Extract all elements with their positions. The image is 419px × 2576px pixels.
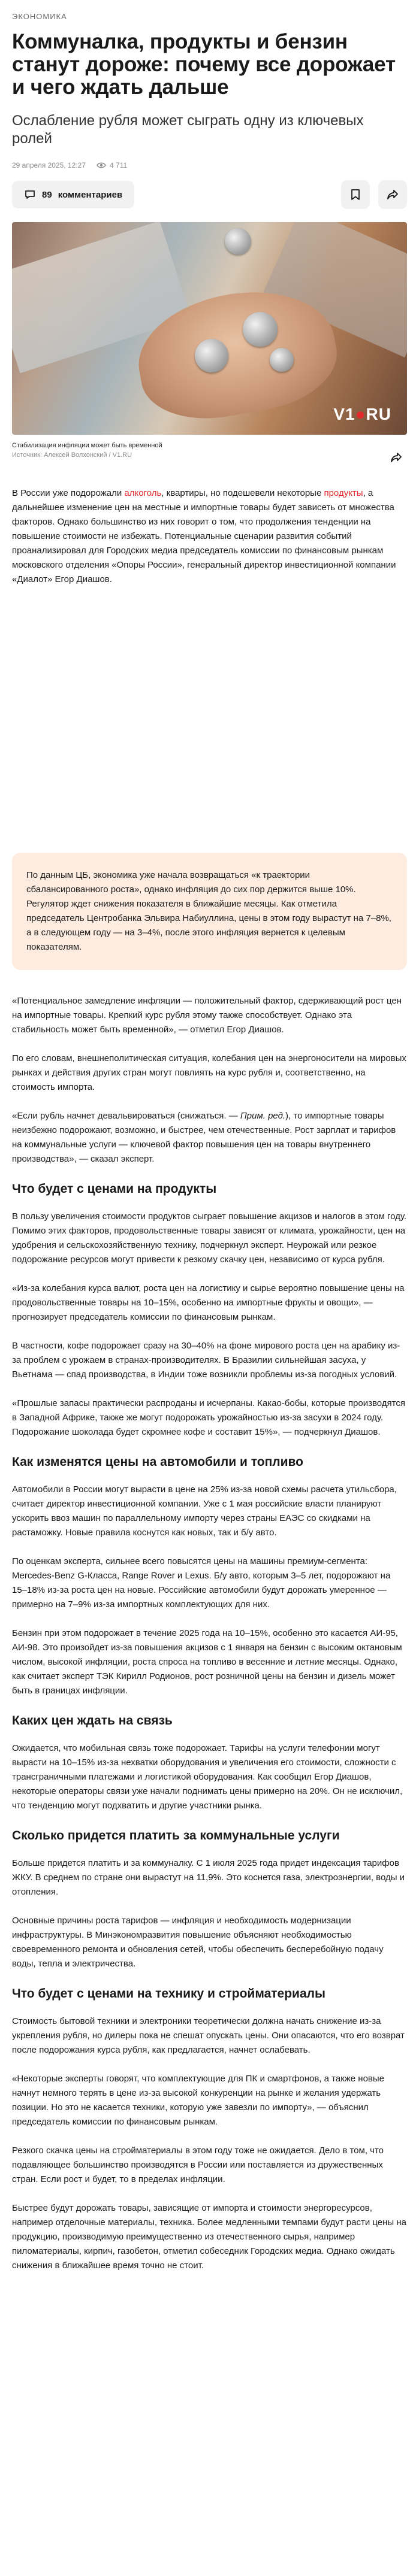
paragraph: В частности, кофе подорожает сразу на 30–40% на фоне мирового роста цен на арабику из-за проблем с урожаем в странах-производителях. В Бразилии сильнейшая засуха, у Вьетнама — спад производства, в Индии тоже возникли проблемы из-за погодных условий. <box>12 1341 400 1380</box>
section-heading-cars: Как изменятся цены на автомобили и топливо <box>12 1455 303 1469</box>
callout-block: По данным ЦБ, экономика уже начала возвращаться «к траектории сбалансированного роста», однако инфляция до сих пор держится выше 10%. Регулятор ждет снижения показателя в ближайшие месяцы. Как отметила председатель Центробанка Эльвира Набиуллина, цены в этом году вырастут на 7–8%, а в следующем году — на 3–4%, после этого инфляция вернется к целевым показателям. <box>12 853 407 970</box>
photo-share-button[interactable] <box>385 447 407 468</box>
coin-shape <box>243 312 278 347</box>
paragraph: По его словам, внешнеполитическая ситуация, колебания цен на энергоносители на мировых рынках и действия других стран могут повлиять на курс рубля и, соответственно, на стоимость импорта. <box>12 1053 406 1092</box>
paragraph: Быстрее будут дорожать товары, зависящие от импорта и стоимости энергоресурсов, например отделочные материалы, техника. Более медленными темпами будут расти цены на продукцию, производимую преимущественно из отечественного сырья, например пиломатериалы, кирпич, газобетон, отметил собеседник Городских медиа. Однако ожидать снижения в ближайшее время точно не стоит. <box>12 2203 406 2271</box>
coin-shape <box>225 228 251 254</box>
caption-text: Стабилизация инфляции может быть временной <box>12 442 162 449</box>
article-title: Коммуналка, продукты и бензин станут дороже: почему все дорожает и чего ждать дальше <box>12 30 396 99</box>
rubric[interactable]: ЭКОНОМИКА <box>12 12 67 21</box>
article-body <box>0 468 419 2311</box>
paragraph: Автомобили в России могут вырасти в цене на 25% из-за новой схемы расчета утильсбора, считает директор инвестиционной компании. Уже с 1 мая российские власти планируют ускорить ввоз машин по параллельному импорту через страны ЕАЭС со скидками на растаможку. Новые правила коснутся как новых, так и б/у авто. <box>12 1484 397 1538</box>
views-counter <box>97 161 127 169</box>
photo-caption <box>12 441 385 460</box>
link-products[interactable]: продукты <box>324 488 363 498</box>
section-heading-utilities: Сколько придется платить за коммунальные услуги <box>12 1829 340 1842</box>
link-alcohol[interactable]: алкоголь <box>124 488 162 498</box>
article-meta <box>0 148 419 169</box>
paragraph: Больше придется платить и за коммуналку. С 1 июля 2025 года придет индексация тарифов ЖКУ. В среднем по стране они вырастут на 11,9%. Это коснется газа, электроэнергии, воды и отопления. <box>12 1858 405 1897</box>
comment-icon <box>24 189 36 201</box>
paragraph: Стоимость бытовой техники и электроники теоретически должна начать снижение из-за укрепления рубля, но дилеры пока не спешат опускать цены. Они опасаются, что его возврат после подорожания курса рубля, как предлагается, начнет ослабевать. <box>12 2016 405 2055</box>
share-icon <box>390 452 402 463</box>
ad-placeholder <box>12 601 407 853</box>
paragraph: В России уже подорожали алкоголь, квартиры, но подешевели некоторые продукты, а дальнейшее изменение цен на местные и импортные товары будет зависеть от множества факторов. Однако большинство из них говорит о том, что продолжения тенденции на повышение стоимости не избежать. Потенциальные сценарии развития событий проанализировал для Городских медиа председатель комиссии по финансовым рынкам московского отделения «Опоры России», генеральный директор инвестиционной компании «Диалот» Егор Диашов. <box>12 488 396 584</box>
coin-shape <box>270 348 294 372</box>
paragraph: Основные причины роста тарифов — инфляция и необходимость модернизации инфраструктуры. В Минэкономразвития повышение объясняют необходимостью своевременного ремонта и обновления сетей, чтобы обеспечить бесперебойную подачу воды, тепла и электричества. <box>12 1916 384 1969</box>
eye-icon <box>97 162 106 169</box>
photo-caption-row <box>0 435 419 468</box>
paragraph: «Потенциальное замедление инфляции — положительный фактор, сдерживающий рост цен на импортные товары. Крепкий курс рубля этому также способствует. Однако эта стабильность может быть временной», — отметил Егор Диашов. <box>12 996 402 1035</box>
photo-watermark: V1●RU <box>333 405 391 423</box>
article-photo[interactable] <box>12 222 407 435</box>
bookmark-icon <box>350 189 361 201</box>
coin-shape <box>195 339 228 372</box>
paragraph: «Прошлые запасы практически распроданы и исчерпаны. Какао-бобы, которые производятся в Западной Африке, также же могут подорожать урожайностью из-за засухи в 2024 году. Подорожание шоколада будет скромнее кофе и составит 15%», — подчеркнул Диашов. <box>12 1398 405 1437</box>
paragraph: Ожидается, что мобильная связь тоже подорожает. Тарифы на услуги телефонии могут вырасти на 10–15% из-за нехватки оборудования и увеличения его стоимости, сложности с трансграничными платежами и логистикой оборудования. Как сообщил Егор Диашов, некоторые операторы связи уже начали поднимать цены примерно на 20%. Он не исключил, что тенденцию могут подхватить и другие участники рынка. <box>12 1743 403 1811</box>
comments-count: 89 <box>42 189 52 200</box>
share-button[interactable] <box>378 180 407 209</box>
comments-button[interactable] <box>12 181 134 208</box>
paragraph: «Если рубль начнет девальвироваться (снижаться. — Прим. ред.), то импортные товары неизбежно подорожают, возможно, и быстрее, чем отечественные. Рост зарплат и тарифов на коммунальные услуги — ключевой фактор повышения цен на товары внутреннего производства», — сказал эксперт. <box>12 1111 396 1164</box>
paragraph: По оценкам эксперта, сильнее всего повысятся цены на машины премиум-сегмента: Mercedes-Benz G-Класса, Range Rover и Lexus. Б/у авто, которым 3–5 лет, подорожают на 15–18% из-за роста цен на новые. Российские автомобили будут дорожать умеренное — примерно на 7–9% из-за импортных комплектующих для них. <box>12 1556 391 1610</box>
section-heading-tech: Что будет с ценами на технику и стройматериалы <box>12 1987 325 2001</box>
paragraph: В пользу увеличения стоимости продуктов сыграет повышение акцизов и налогов в этом году. Помимо этих факторов, продовольственные товары зависят от климата, урожайности, цен на удобрения и сельскохозяйственную технику, подчеркнул эксперт. Неурожай или резкое подорожание ресурсов могут привести к резкому скачку цен, независимо от курса рубля. <box>12 1211 407 1265</box>
caption-source: Источник: Алексей Волхонский / V1.RU <box>12 451 132 459</box>
section-heading-products: Что будет с ценами на продукты <box>12 1182 217 1196</box>
comments-label: комментариев <box>58 189 123 200</box>
views-count: 4 711 <box>110 161 128 169</box>
share-icon <box>387 189 399 200</box>
article-lead: Ослабление рубля может сыграть одну из ключевых ролей <box>12 113 364 147</box>
page-end-spacer <box>12 2287 407 2311</box>
bookmark-button[interactable] <box>341 180 370 209</box>
paragraph: «Некоторые эксперты говорят, что комплектующие для ПК и смартфонов, а также новые начнут немного терять в цене из-за высокой конкуренции на рынке и желания удержать позиции. Но это не касается техники, которую уже завезли по импорту», — объяснил председатель комиссии по финансовым рынкам. <box>12 2074 385 2127</box>
paragraph: Бензин при этом подорожает в течение 2025 года на 10–15%, особенно это касается АИ-95, АИ-98. Это произойдет из-за повышения акцизов с 1 января на бензин с высоким октановым числом, высокой инфляции, роста спроса на топливо в весенние и летние месяцы. Однако, как считает эксперт ТЭК Кирилл Родионов, рост розничной цены на бензин и дизель может быть в границах инфляции. <box>12 1628 402 1696</box>
publish-date: 29 апреля 2025, 12:27 <box>12 161 86 169</box>
paragraph: «Из-за колебания курса валют, роста цен на логистику и сырье вероятно повышение цены на продовольственные товары на 10–15%, особенно на импортные фрукты и овощи», — прогнозирует председатель комиссии по финансовым рынкам. <box>12 1283 405 1322</box>
article-actions <box>0 169 419 209</box>
paragraph: Резкого скачка цены на стройматериалы в этом году тоже не ожидается. Дело в том, что подавляющее большинство производятся в России или поставляется из дружественных стран. Если рост и будет, то в пределах инфляции. <box>12 2145 384 2184</box>
section-heading-telecom: Каких цен ждать на связь <box>12 1714 173 1728</box>
